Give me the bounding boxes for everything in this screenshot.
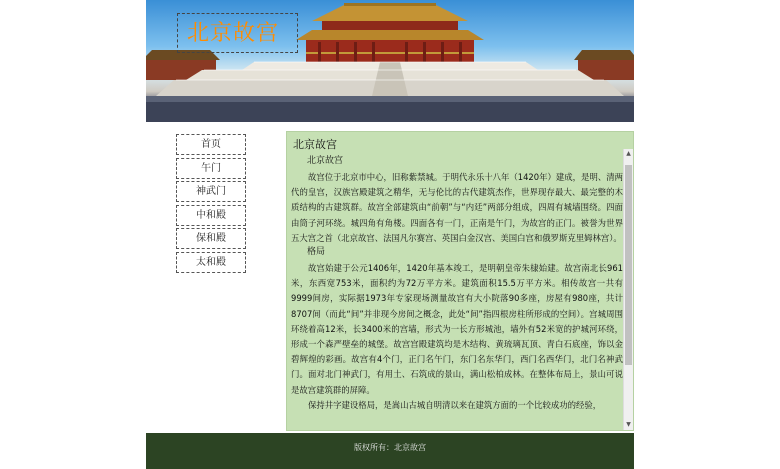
site-title[interactable]: 北京故宫 [177,13,298,53]
nav-item-baohedian[interactable]: 保和殿 [176,228,246,249]
paragraph: 保持井字建设格局，是嵩山古城自明清以来在建筑方面的一个比较成功的经验， [308,399,602,410]
nav-item-wumen[interactable]: 午门 [176,158,246,179]
content-scroll-area [289,132,625,413]
side-nav [176,134,246,275]
paragraph: 故宫位于北京市中心，旧称紫禁城。于明代永乐十八年（1420年）建成，是明、清两代的皇宫，汉族宫殿建筑之精华，无与伦比的古代建筑杰作，世界现存最大、最完整的木质结构的古建筑群。故宫全部建筑由“前朝”与“内廷”两部分组成，四周有城墙围绕。四面由筒子河环绕。城四角有角楼。四面各有一门，正南是午门，为故宫的正门。被誉为世界五大宫之首（北京故宫、法国凡尔赛宫、英国白金汉宫、美国白宫和俄罗斯克里姆林宫）。 [291,172,623,243]
scroll-thumb[interactable] [625,165,632,365]
paragraph: 故宫始建于公元1406年，1420年基本竣工，是明朝皇帝朱棣始建。故宫南北长961米，东西宽753米，面积约为72万平方米。建筑面积15.5万平方米。相传故宫一共有9999间房，实际据1973年专家现场测量故宫有大小院落90多座，房屋有980座，共计8707间（而此“间”并非现今房间之概念，此处“间”指四根房柱所形成的空间）。宫城周围环绕着高12米，长3400米的宫墙，形式为一长方形城池，墙外有52米宽的护城河环绕，形成一个森严壁垒的城堡。故宫宫殿建筑均是木结构、黄琉璃瓦顶、青白石底座，饰以金碧辉煌的彩画。故宫有4个门，正门名午门，东门名东华门，西门名西华门，北门名神武门。面对北门神武门，有用土、石筑成的景山，满山松柏成林。在整体布局上，景山可说是故宫建筑群的屏障。 [291,263,623,395]
scroll-up-arrow-icon[interactable]: ▲ [626,150,631,157]
nav-item-taihedian[interactable]: 太和殿 [176,252,246,273]
copyright-text: 版权所有：北京故宫 [354,443,426,452]
nav-item-home[interactable]: 首页 [176,134,246,155]
header-banner [146,0,634,122]
nav-item-shenwumen[interactable]: 神武门 [176,181,246,202]
scroll-down-arrow-icon[interactable]: ▼ [626,421,631,428]
content-title: 北京故宫 [293,138,337,151]
footer [146,433,634,469]
scrollbar[interactable] [623,149,633,430]
section-heading: 格局 [307,247,326,258]
nav-item-zhonghedian[interactable]: 中和殿 [176,205,246,226]
section-heading: 北京故宫 [307,156,344,166]
content-panel[interactable] [286,131,634,431]
